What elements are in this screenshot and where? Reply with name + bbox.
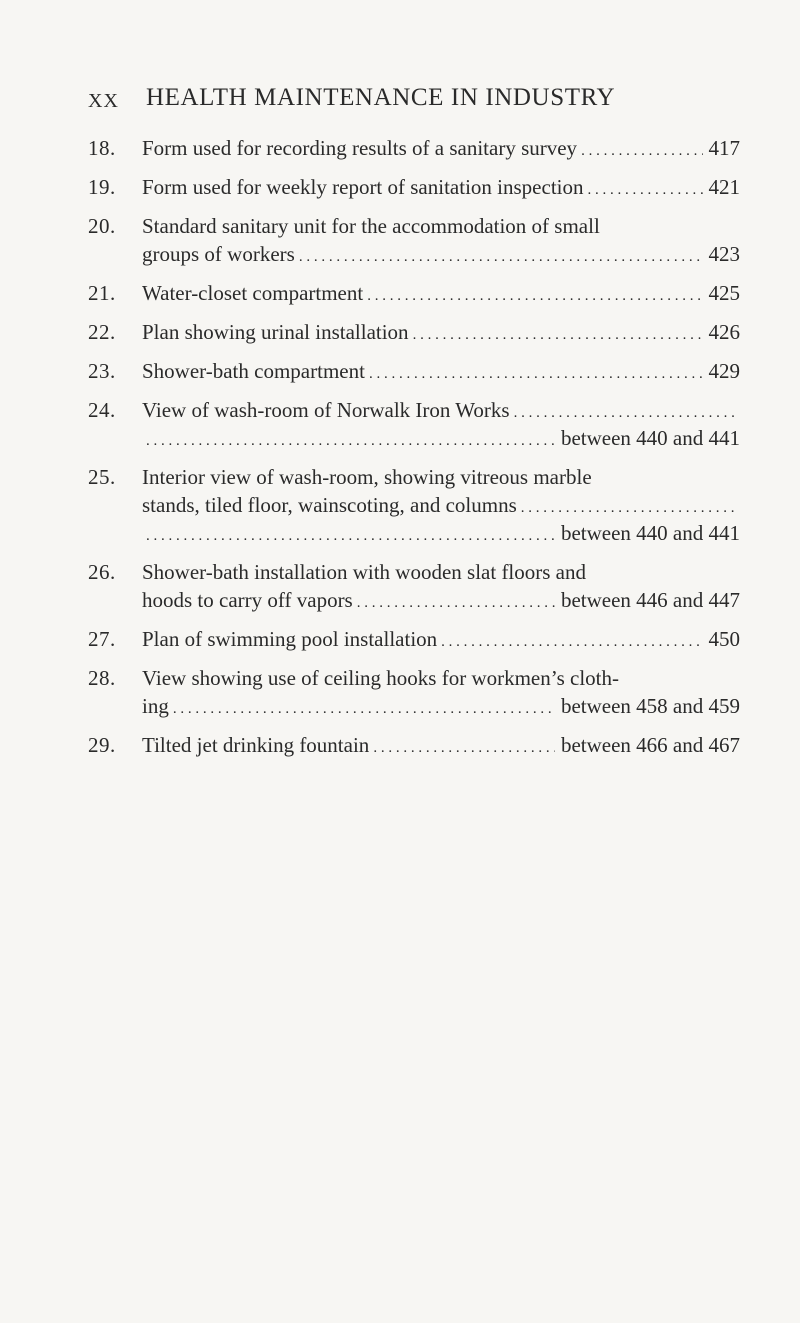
entry-caption: View of wash-room of Norwalk Iron Works [142,398,510,422]
leader-dots [357,589,555,617]
running-head: HEALTH MAINTENANCE IN INDUSTRY [146,84,616,111]
list-entry-20 [88,212,740,268]
leader-dots [413,321,703,349]
entry-page: 425 [708,281,740,305]
list-entry-28 [88,664,740,720]
entry-number: 20. [88,214,116,238]
entry-page: between 446 and 447 [560,588,740,612]
entry-caption: Interior view of wash-room, showing vitreous marble [142,465,592,489]
entry-caption: Tilted jet drinking fountain [142,733,370,757]
entry-caption-continued: stands, tiled floor, wainscoting, and columns [142,493,517,517]
entry-page: 426 [708,320,740,344]
entry-number: 24. [88,398,116,422]
entry-caption: Plan of swimming pool installation [142,627,438,651]
list-entry-27 [88,625,740,653]
entry-caption: Form used for weekly report of sanitation inspection [142,175,584,199]
entry-caption: Form used for recording results of a sanitary survey [142,136,578,160]
entry-number: 18. [88,136,116,160]
entry-caption: Shower-bath compartment [142,359,365,383]
entry-number: 25. [88,465,116,489]
entry-page: 450 [708,627,740,651]
list-entry-26 [88,558,740,614]
leader-dots [521,494,734,522]
leader-dots [581,137,702,165]
entry-page: between 440 and 441 [560,521,740,545]
list-entry-18 [88,134,740,162]
entry-page: 429 [708,359,740,383]
entry-caption-continued: hoods to carry off vapors [142,588,353,612]
list-entry-29 [88,731,740,759]
entry-number: 23. [88,359,116,383]
leader-dots [146,427,555,455]
entry-number: 28. [88,666,116,690]
leader-dots [373,734,555,762]
page-number: XX [88,90,119,112]
entry-number: 26. [88,560,116,584]
list-entry-23 [88,357,740,385]
illustration-list [88,134,740,770]
entry-caption: Shower-bath installation with wooden slat floors and [142,560,587,584]
entry-number: 19. [88,175,116,199]
list-entry-24 [88,396,740,452]
list-entry-22 [88,318,740,346]
entry-page: between 458 and 459 [560,694,740,718]
list-entry-25 [88,463,740,547]
leader-dots [367,282,702,310]
entry-caption-continued: groups of workers [142,242,295,266]
leader-dots [441,628,702,656]
leader-dots [146,522,555,550]
entry-page: 423 [708,242,740,266]
entry-caption: Water-closet compartment [142,281,364,305]
entry-number: 27. [88,627,116,651]
entry-page: 421 [708,175,740,199]
entry-page: 417 [708,136,740,160]
entry-page: between 440 and 441 [560,426,740,450]
leader-dots [514,399,734,427]
list-entry-21 [88,279,740,307]
page-header [88,84,728,120]
entry-caption: View showing use of ceiling hooks for workmen’s cloth- [142,666,619,690]
entry-number: 21. [88,281,116,305]
entry-caption-continued: ing [142,694,169,718]
entry-caption: Plan showing urinal installation [142,320,409,344]
entry-caption: Standard sanitary unit for the accommodation of small [142,214,600,238]
leader-dots [299,243,703,271]
list-entry-19 [88,173,740,201]
leader-dots [587,176,702,204]
leader-dots [173,695,555,723]
entry-number: 22. [88,320,116,344]
leader-dots [369,360,703,388]
entry-page: between 466 and 467 [560,733,740,757]
entry-number: 29. [88,733,116,757]
